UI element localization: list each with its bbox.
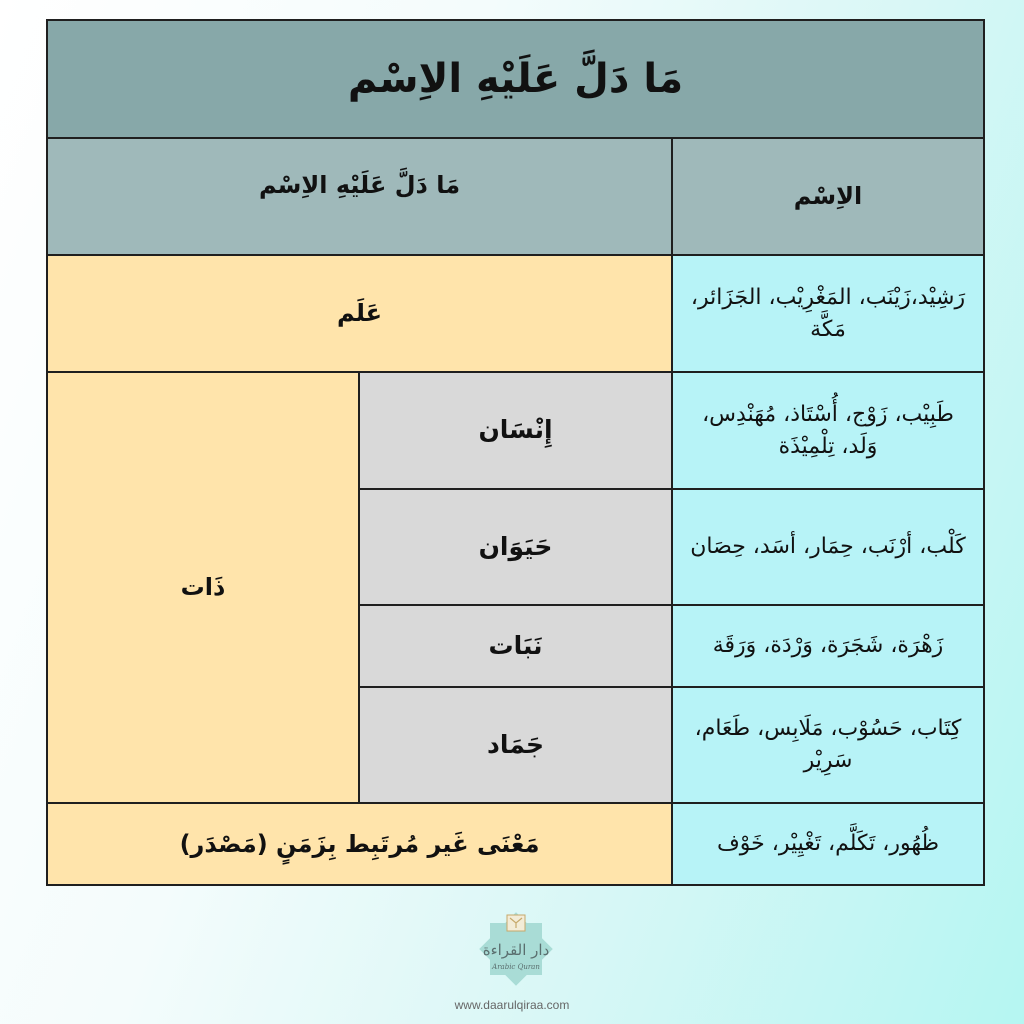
meaning-alam: عَلَم [47,255,672,372]
examples-alam: رَشِيْد،زَيْنَب، المَغْرِيْب، الجَزَائر، مَكَّة [672,255,984,372]
category-hayawan: حَيَوَان [359,489,672,605]
examples-masdar: ظُهُور، تَكَلَّم، تَغْيِيْر، خَوْف [672,803,984,885]
footer-url[interactable]: www.daarulqiraa.com [454,998,570,1012]
category-insan: إِنْسَان [359,372,672,489]
examples-jamad: كِتَاب، حَسُوْب، مَلَابِس، طَعَام، سَرِيْر [672,687,984,803]
table-title: مَا دَلَّ عَلَيْهِ الاِسْم [47,20,984,138]
header-name: الاِسْم [672,138,984,255]
examples-nabat: زَهْرَة، شَجَرَة، وَرْدَة، وَرَقَة [672,605,984,687]
examples-insan: طَبِيْب، زَوْج، أُسْتَاذ، مُهَنْدِس، وَلَد، تِلْمِيْذَة [672,372,984,489]
category-nabat: نَبَات [359,605,672,687]
header-meaning: مَا دَلَّ عَلَيْهِ الاِسْم [47,138,672,255]
meaning-masdar: مَعْنَى غَير مُرتَبِط بِزَمَنٍ (مَصْدَر) [47,803,672,885]
logo-name: دار القراءة [482,941,550,959]
examples-hayawan: كَلْب، أرْنَب، حِمَار، أسَد، حِصَان [672,489,984,605]
table-border [46,19,985,886]
logo-subtitle: Arabic Quran [492,963,540,971]
category-jamad: جَمَاد [359,687,672,803]
meaning-dhat: ذَات [47,372,359,803]
brand-logo [472,905,560,993]
